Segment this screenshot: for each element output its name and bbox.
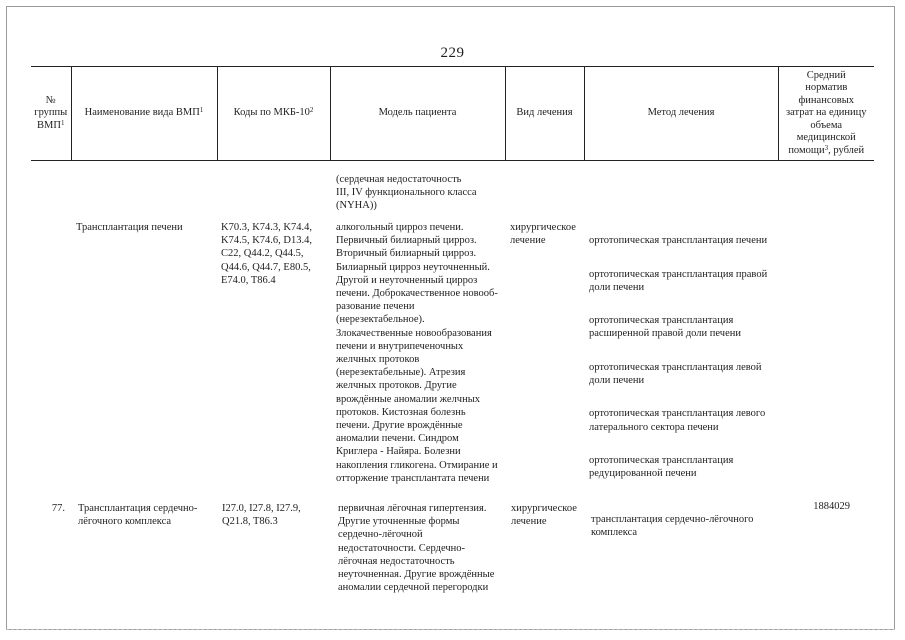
- header-codes-footnote: 2: [309, 106, 314, 115]
- row-vmp-name: Трансплантация печени: [76, 222, 183, 233]
- row-icd-codes: I27.0, I27.8, I27.9, Q21.8, T86.3: [222, 503, 301, 528]
- header-cost-footnote: 3: [824, 143, 829, 152]
- header-patient-model: Модель пациента: [330, 67, 505, 161]
- row-average-cost: 1884029: [813, 501, 850, 512]
- row-treatment-type: хирургическое лечение: [511, 503, 577, 528]
- header-group-text: № группы ВМП: [34, 94, 68, 131]
- row-patient-model: первичная лёгочная гипертензия. Другие уточненные формы сердечно-лёгочной недостаточности. Сердечно- лёгочная недостаточность неуточненная. Другие врождённые аномалии сердечной перегородки: [338, 503, 495, 594]
- continuation-patient-model: (сердечная недостаточность III, IV функционального класса (NYHA)): [336, 174, 477, 212]
- header-name-text: Наименование вида ВМП: [84, 107, 200, 119]
- method-item: ортотопическая трансплантация редуцированной печени: [589, 455, 734, 480]
- row-treatment-methods: [591, 500, 783, 560]
- header-group-footnote: 1: [60, 118, 65, 127]
- header-cost-unit: , рублей: [828, 144, 865, 156]
- row-group-number: 77.: [51, 503, 65, 514]
- row-icd-codes: K70.3, K74.3, K74.4, K74.5, K74.6, D13.4, C22, Q44.2, Q44.5, Q44.6, Q44.7, E80.5, E74.0, T86.4: [221, 222, 312, 286]
- header-vmp-name: [71, 67, 217, 161]
- row-vmp-name: Трансплантация сердечно- лёгочного комплекса: [78, 503, 198, 528]
- method-item: ортотопическая трансплантация расширенной правой доли печени: [589, 315, 741, 340]
- header-codes-text: Коды по МКБ-10: [233, 107, 310, 119]
- header-average-cost: [778, 67, 874, 161]
- header-cost-text: Средний норматив финансовых затрат на единицу объема медицинской помощи: [785, 69, 867, 156]
- row-treatment-type: хирургическое лечение: [510, 222, 576, 247]
- method-item: ортотопическая трансплантация правой доли печени: [589, 268, 768, 293]
- row-treatment-methods: [589, 221, 781, 501]
- header-treatment-method: Метод лечения: [584, 67, 778, 161]
- table-header: [31, 66, 874, 161]
- header-icd-codes: [217, 67, 330, 161]
- header-group-number: [31, 67, 71, 161]
- page-number: 229: [440, 45, 465, 61]
- header-name-footnote: 1: [199, 106, 204, 115]
- method-item: трансплантация сердечно-лёгочного комплекса: [591, 514, 754, 539]
- method-item: ортотопическая трансплантация левого латерального сектора печени: [589, 408, 766, 433]
- method-item: ортотопическая трансплантация печени: [589, 235, 768, 247]
- method-item: ортотопическая трансплантация левой доли печени: [589, 361, 762, 387]
- header-treatment-type: Вид лечения: [505, 67, 584, 161]
- row-patient-model: алкогольный цирроз печени. Первичный билиарный цирроз. Вторичный билиарный цирроз. Билиарный цирроз неуточненный. Другой и неуточненный цирроз печени. Доброкачественное новооб- разование печени (нерезектабельное). Злокачественные новообразования печени и внутрипеченочных желчных протоков (нерезектабельные). Атрезия желчных протоков. Другие врождённые аномалии желчных протоков. Кистозная болезнь печени. Другие врождённые аномалии печени. Синдром Криглера - Найяра. Болезни накопления гликогена. Отмирание и отторжение трансплантата печени: [336, 222, 498, 484]
- bottom-rule: [6, 629, 895, 630]
